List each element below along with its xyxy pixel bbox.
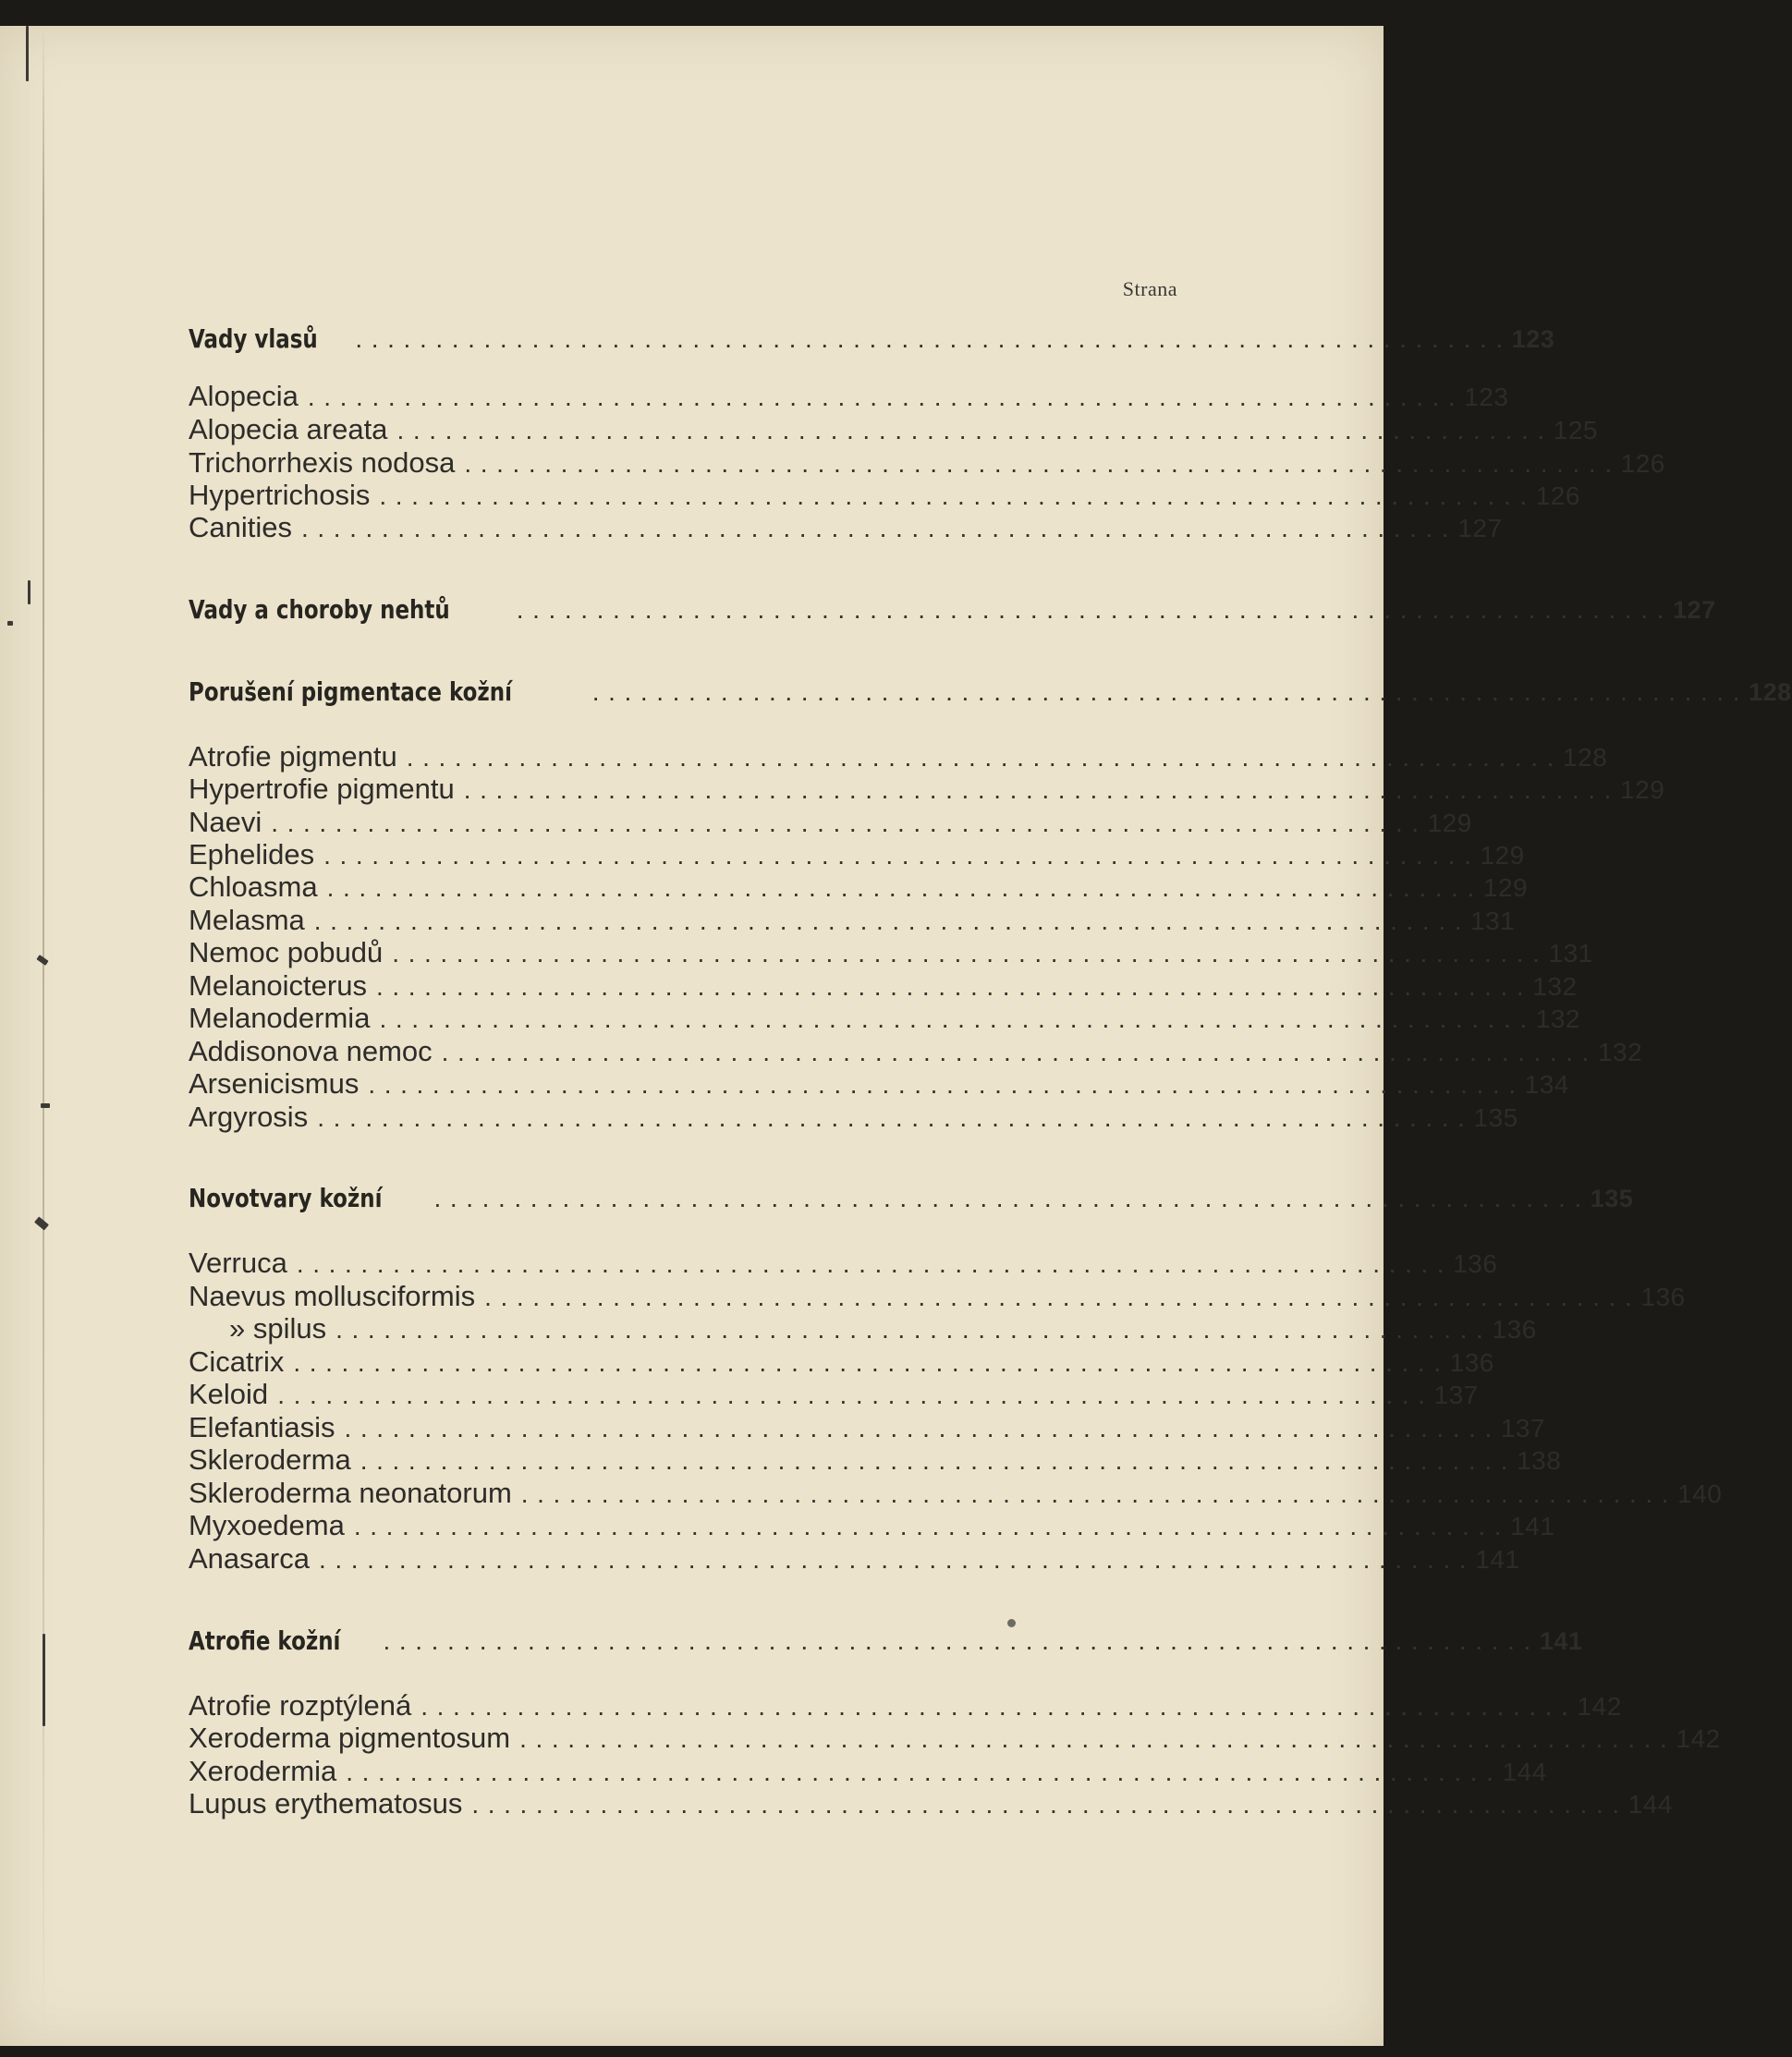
- toc-page-number: 142: [1577, 1692, 1622, 1721]
- margin-mark: [34, 1216, 49, 1230]
- toc-entry: [189, 1101, 1518, 1133]
- leader-dots: ........................................................................: [323, 841, 1481, 870]
- toc-page-number: 132: [1597, 1038, 1643, 1066]
- toc-section-heading: [189, 676, 1792, 708]
- leader-dots: ........................................................................: [293, 1348, 1450, 1377]
- leader-dots: ........................................................................: [307, 383, 1465, 411]
- margin-mark: [26, 26, 29, 81]
- toc-page-number: 129: [1427, 809, 1472, 837]
- leader-dots: ........................................................................: [301, 514, 1458, 542]
- toc-page-number: 135: [1590, 1185, 1634, 1212]
- toc-page-number: 127: [1673, 596, 1716, 624]
- toc-entry: [189, 1722, 1721, 1754]
- toc-entry: [189, 969, 1578, 1002]
- leader-dots: ........................................................................: [516, 595, 1674, 624]
- toc-entry: [189, 936, 1593, 968]
- leader-dots: ........................................................................: [433, 1184, 1591, 1212]
- toc-entry: [189, 1787, 1673, 1820]
- toc-page-number: 132: [1535, 1004, 1580, 1033]
- leader-dots: ........................................................................: [379, 481, 1536, 510]
- leader-dots: ........................................................................: [392, 939, 1549, 968]
- toc-entry: [189, 1345, 1494, 1378]
- binding-gutter: [43, 26, 44, 2046]
- toc-entry-title: Skleroderma: [189, 1443, 351, 1476]
- toc-page-number: 123: [1464, 383, 1509, 411]
- toc-entry: [189, 1280, 1686, 1312]
- toc-heading-title: Vady a choroby nehtů: [189, 594, 450, 625]
- toc-page-number: 132: [1532, 972, 1578, 1001]
- toc-entry-title: Verruca: [189, 1247, 287, 1279]
- toc-page-number: 123: [1511, 325, 1555, 353]
- toc-page-number: 126: [1620, 449, 1665, 478]
- toc-entry: [189, 1477, 1723, 1509]
- leader-dots: ........................................................................: [355, 324, 1512, 353]
- toc-heading-title: Novotvary kožní: [189, 1183, 383, 1213]
- toc-entry-title: Trichorrhexis nodosa: [189, 446, 456, 479]
- toc-entry: [189, 511, 1503, 543]
- leader-dots: ........................................................................: [335, 1315, 1493, 1344]
- toc-entry-title: Ephelides: [189, 838, 315, 870]
- toc-entry: [189, 380, 1509, 412]
- toc-page-number: 141: [1510, 1512, 1555, 1540]
- toc-entry: [189, 904, 1516, 936]
- leader-dots: ........................................................................: [591, 677, 1749, 706]
- toc-entry-title: Canities: [189, 511, 292, 543]
- toc-entry-title: Xeroderma pigmentosum: [189, 1722, 511, 1754]
- toc-entry: [189, 740, 1608, 773]
- leader-dots: ........................................................................: [360, 1446, 1518, 1475]
- toc-section-heading: [189, 594, 1716, 626]
- toc-page-number: 141: [1539, 1627, 1583, 1655]
- toc-entry: [189, 1312, 1537, 1345]
- toc-entry-title: Atrofie pigmentu: [189, 740, 397, 773]
- toc-entry-title: Naevus mollusciformis: [189, 1280, 476, 1312]
- toc-entry-title: Melasma: [189, 904, 305, 936]
- margin-mark: [43, 1634, 45, 1726]
- leader-dots: ........................................................................: [471, 1790, 1628, 1819]
- toc-entry-title: Chloasma: [189, 870, 318, 903]
- toc-heading-title: Porušení pigmentace kožní: [189, 676, 512, 707]
- toc-entry: [189, 1378, 1479, 1410]
- toc-page-number: 136: [1640, 1283, 1686, 1311]
- toc-entry-title: Hypertrofie pigmentu: [189, 773, 455, 805]
- margin-mark: [36, 955, 48, 966]
- toc-entry: [189, 446, 1665, 479]
- leader-dots: ........................................................................: [463, 775, 1621, 804]
- leader-dots: ........................................................................: [317, 1103, 1474, 1132]
- toc-entry-title: Lupus erythematosus: [189, 1787, 463, 1820]
- leader-dots: ........................................................................: [406, 743, 1564, 772]
- toc-entry: [189, 1509, 1555, 1541]
- toc-entry: [189, 806, 1472, 838]
- toc-entry-title: Arsenicismus: [189, 1067, 360, 1100]
- leader-dots: ........................................................................: [346, 1758, 1503, 1786]
- toc-entry-title: Alopecia: [189, 380, 299, 412]
- leader-dots: ........................................................................: [383, 1626, 1540, 1655]
- toc-entry: [189, 413, 1598, 445]
- toc-heading-title: Atrofie kožní: [189, 1625, 341, 1656]
- toc-page-number: 144: [1627, 1790, 1673, 1819]
- toc-page-number: 131: [1548, 939, 1593, 968]
- toc-section-heading: [189, 1183, 1634, 1214]
- toc-entry: [189, 1247, 1498, 1279]
- toc-entry: [189, 1755, 1547, 1787]
- toc-page-number: 129: [1620, 775, 1665, 804]
- toc-section-heading: [189, 1625, 1583, 1657]
- toc-entry-title: Melanodermia: [189, 1002, 371, 1034]
- toc-entry: [189, 1443, 1562, 1476]
- toc-page-number: 140: [1677, 1479, 1723, 1508]
- leader-dots: ........................................................................: [484, 1283, 1641, 1311]
- leader-dots: ........................................................................: [318, 1545, 1476, 1574]
- toc-page-number: 128: [1563, 743, 1608, 772]
- toc-page-number: 126: [1535, 481, 1580, 510]
- toc-entry-title: Keloid: [189, 1378, 269, 1410]
- toc-page-number: 137: [1500, 1414, 1546, 1442]
- toc-section-heading: [189, 323, 1555, 355]
- toc-entry-title: Naevi: [189, 806, 262, 838]
- leader-dots: ........................................................................: [375, 972, 1533, 1001]
- leader-dots: ........................................................................: [441, 1038, 1598, 1066]
- toc-entry-title: Myxoedema: [189, 1509, 345, 1541]
- page-column-label: Strana: [1122, 277, 1177, 300]
- toc-entry: [189, 1067, 1569, 1100]
- toc-entry: [189, 1002, 1580, 1034]
- toc-page-number: 136: [1449, 1348, 1494, 1377]
- toc-heading-title: Vady vlasů: [189, 323, 318, 354]
- margin-mark: [41, 1103, 50, 1108]
- leader-dots: ........................................................................: [368, 1070, 1525, 1099]
- toc-page-number: 131: [1470, 907, 1516, 935]
- toc-page-number: 136: [1492, 1315, 1537, 1344]
- leader-dots: ........................................................................: [464, 449, 1621, 478]
- toc-entry-title: Cicatrix: [189, 1345, 285, 1378]
- toc-entry-title: Anasarca: [189, 1542, 310, 1575]
- toc-entry: [189, 1689, 1622, 1722]
- leader-dots: ........................................................................: [344, 1414, 1501, 1442]
- leader-dots: ........................................................................: [326, 873, 1483, 902]
- toc-page-number: 134: [1524, 1070, 1569, 1099]
- toc-page-number: 142: [1676, 1724, 1721, 1753]
- leader-dots: ........................................................................: [313, 907, 1471, 935]
- toc-entry: [189, 1411, 1546, 1443]
- toc-page-number: 129: [1480, 841, 1525, 870]
- toc-entry: [189, 1542, 1520, 1575]
- toc-entry: [189, 838, 1525, 870]
- toc-page-number: 137: [1433, 1381, 1479, 1409]
- leader-dots: ........................................................................: [296, 1249, 1454, 1278]
- leader-dots: ........................................................................: [379, 1004, 1536, 1033]
- toc-page-number: 129: [1482, 873, 1529, 902]
- toc-entry-title: Melanoicterus: [189, 969, 367, 1002]
- leader-dots: ........................................................................: [396, 416, 1554, 444]
- toc-entry-title: » spilus: [229, 1312, 327, 1345]
- toc-entry: [189, 479, 1580, 511]
- toc-entry: [189, 1035, 1643, 1067]
- toc-entry-title: Atrofie rozptýlená: [189, 1689, 412, 1722]
- toc-page-number: 136: [1453, 1249, 1498, 1278]
- toc-entry: [189, 870, 1529, 903]
- toc-entry-title: Argyrosis: [189, 1101, 309, 1133]
- toc-page-number: 138: [1517, 1446, 1562, 1475]
- margin-mark: [7, 621, 13, 626]
- toc-entry-title: Hypertrichosis: [189, 479, 371, 511]
- leader-dots: ........................................................................: [520, 1479, 1678, 1508]
- toc-entry: [189, 773, 1665, 805]
- toc-entry-title: Xerodermia: [189, 1755, 337, 1787]
- toc-page-number: 125: [1553, 416, 1598, 444]
- leader-dots: ........................................................................: [519, 1724, 1676, 1753]
- toc-page-number: 135: [1473, 1103, 1518, 1132]
- toc-page-number: 127: [1457, 514, 1503, 542]
- toc-entry-title: Alopecia areata: [189, 413, 388, 445]
- toc-page-number: 141: [1475, 1545, 1520, 1574]
- toc-entry-title: Skleroderma neonatorum: [189, 1477, 512, 1509]
- toc-page-number: 128: [1749, 678, 1792, 706]
- toc-entry-title: Addisonova nemoc: [189, 1035, 433, 1067]
- leader-dots: ........................................................................: [271, 809, 1428, 837]
- toc-entry-title: Nemoc pobudů: [189, 936, 384, 968]
- leader-dots: ........................................................................: [421, 1692, 1578, 1721]
- leader-dots: ........................................................................: [353, 1512, 1511, 1540]
- leader-dots: ........................................................................: [277, 1381, 1434, 1409]
- toc-entry-title: Elefantiasis: [189, 1411, 335, 1443]
- margin-mark: [28, 580, 30, 604]
- toc-page-number: 144: [1502, 1758, 1547, 1786]
